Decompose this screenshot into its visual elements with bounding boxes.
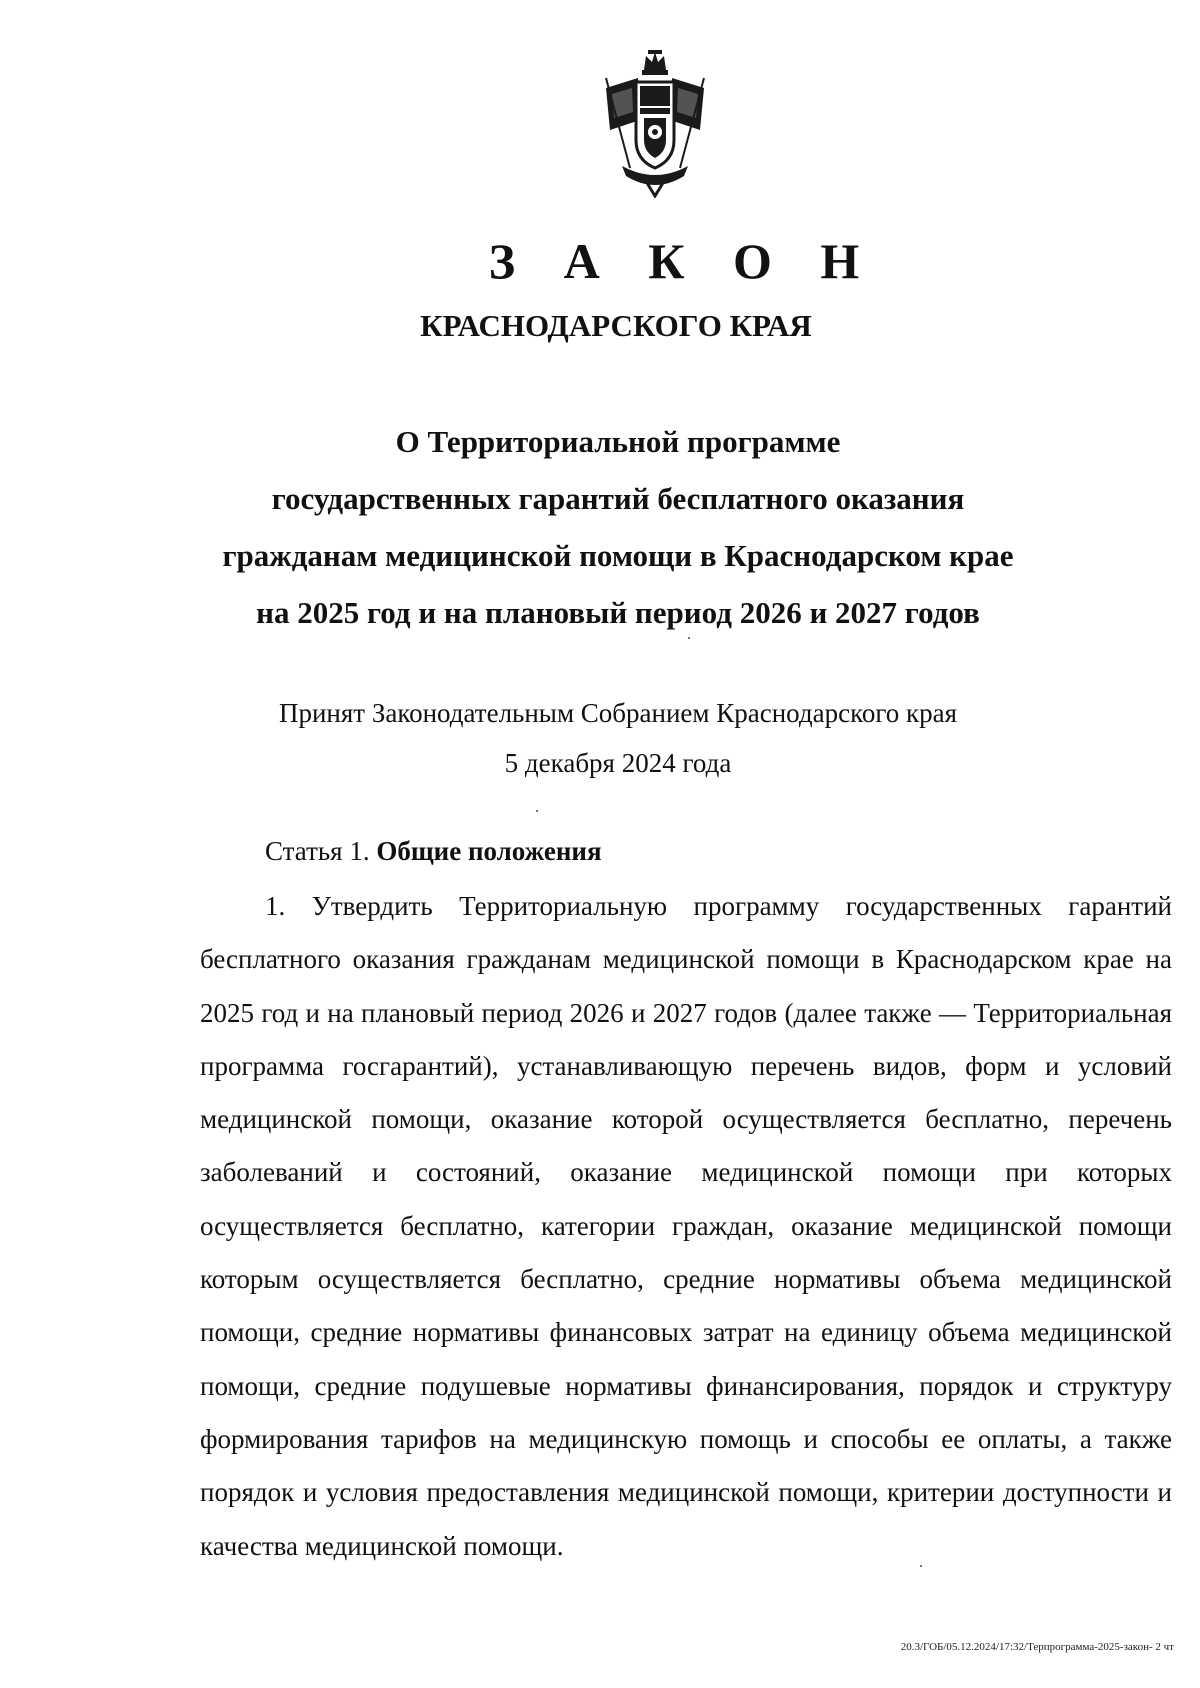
law-name-line: на 2025 год и на плановый период 2026 и 2027 годов — [256, 595, 980, 630]
document-code: 20.3/ГОБ/05.12.2024/17:32/Терпрограмма-2025-закон- 2 чт — [900, 1641, 1174, 1653]
adoption-body: Принят Законодательным Собранием Краснодарского края — [278, 698, 958, 728]
article-title: Общие положения — [376, 836, 602, 866]
scan-speck — [688, 637, 690, 639]
law-name-line: О Территориальной программе — [395, 424, 841, 459]
article-paragraph: 1. Утвердить Территориальную программу государственных гарантий бесплатного оказания гражданам медицинской помощи в Краснодарском крае на 2025 год и на плановый период 2026 и 2027 годов (далее также — Территориальная программа госгарантий), устанавливающую перечень видов, форм и условий медицинской помощи, оказание которой осуществляется бесплатно, перечень заболеваний и состояний, оказание медицинской помощи при которых осуществляется бесплатно, категории граждан, оказание медицинской помощи которым осуществляется бесплатно, средние нормативы объема медицинской помощи, средние нормативы финансовых затрат на единицу объема медицинской помощи, средние подушевые нормативы финансирования, порядок и структуру формирования тарифов на медицинскую помощь и способы ее оплаты, а также порядок и условия предоставления медицинской помощи, критерии доступности и качества медицинской помощи. — [200, 891, 1172, 1561]
document-subtitle: КРАСНОДАРСКОГО КРАЯ — [420, 308, 812, 343]
article-heading — [265, 836, 602, 867]
law-name-line: гражданам медицинской помощи в Краснодарском крае — [222, 538, 1014, 573]
scan-speck — [920, 1565, 922, 1567]
adoption-date: 5 декабря 2024 года — [504, 748, 732, 778]
document-title: З А К О Н — [488, 233, 878, 289]
scan-speck — [536, 810, 538, 812]
adoption-note — [0, 688, 1200, 788]
article-number: Статья 1. — [265, 836, 370, 866]
law-name — [0, 413, 1200, 641]
krasnodar-krai-coat-of-arms-icon — [600, 48, 710, 198]
law-name-line: государственных гарантий бесплатного оказания — [271, 481, 965, 516]
